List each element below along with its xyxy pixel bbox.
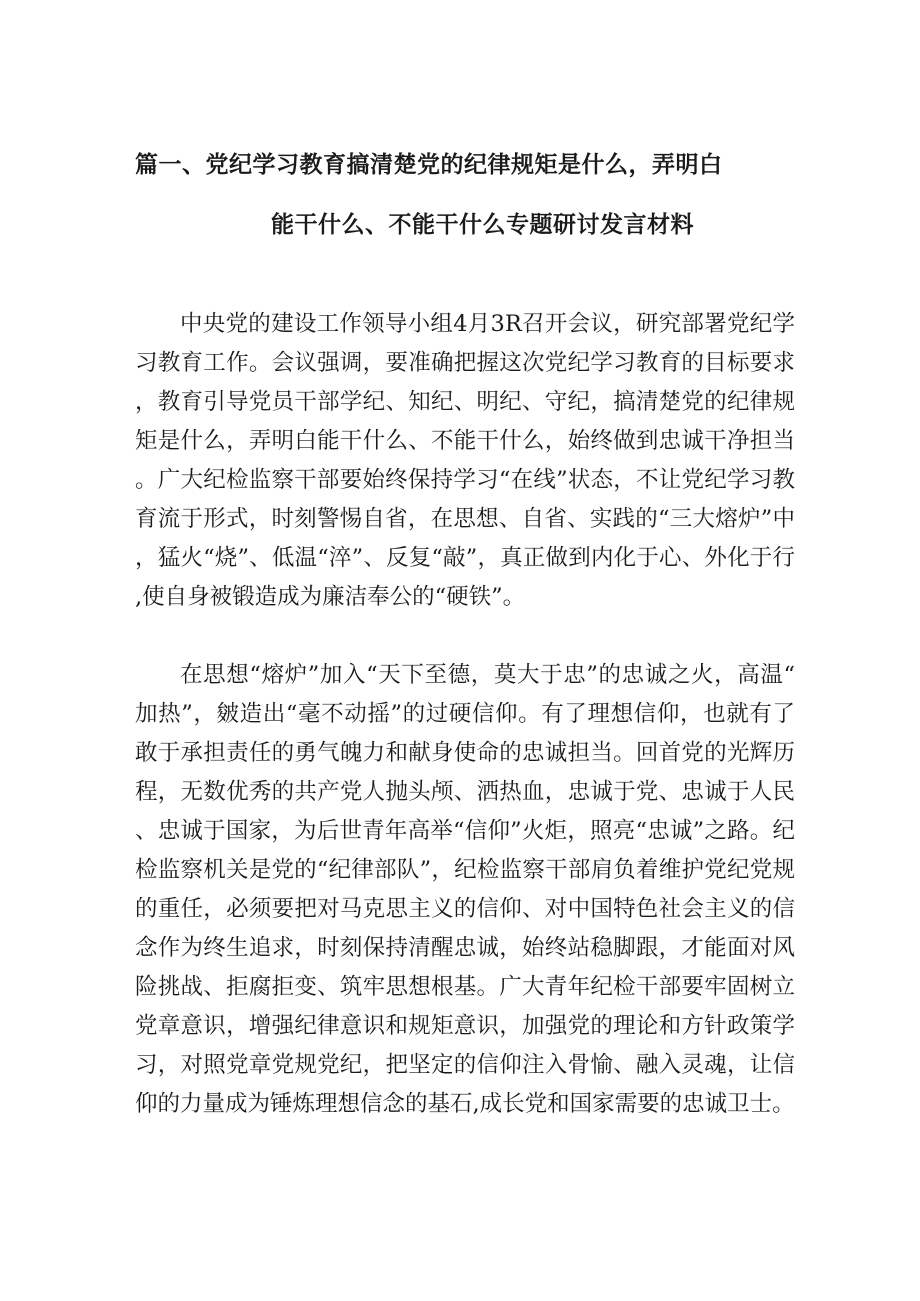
document-title-line-1: 篇一、党纪学习教育搞清楚党的纪律规矩是什么，弄明白 (135, 151, 723, 178)
body-paragraph-2: 在思想“熔炉”加入“天下至德，莫大于忠”的忠诚之火，高温“加热”，皴造出“毫不动摇”的过硬信仰。有了理想信仰，也就有了敢于承担责任的勇气魄力和献身使命的忠诚担当。回首党的光辉历程，无数优秀的共产党人抛头颅、洒热血，忠诚于党、忠诚于人民、忠诚于国家，为后世青年高举“信仰”火炬，照亮“忠诚”之路。纪检监察机关是党的“纪律部队”，纪检监察干部肩负着维护党纪党规的重任，必须要把对马克思主义的信仰、对中国特色社会主义的信念作为终生追求，时刻保持清醒忠诚，始终站稳脚跟，才能面对风险挑战、拒腐拒变、筑牢思想根基。广大青年纪检干部要牢固树立党章意识，增强纪律意识和规矩意识，加强党的理论和方针政策学习，对照党章党规党纪，把坚定的信仰注入骨愉、融入灵魂，让信仰的力量成为锤炼理想信念的基石,成长党和国家需要的忠诚卫士。 (135, 662, 795, 1117)
document-title-line-2: 能干什么、不能干什么专题研讨发言材料 (271, 211, 694, 238)
body-paragraph-1: 中央党的建设工作领导小组4月3R召开会议，研究部署党纪学习教育工作。会议强调，要准确把握这次党纪学习教育的目标要求，教育引导党员干部学纪、知纪、明纪、守纪，搞清楚党的纪律规矩是什么，弄明白能干什么、不能干什么，始终做到忠诚干净担当。广大纪检监察干部要始终保持学习“在线”状态，不让党纪学习教育流于形式，时刻警惕自省，在思想、自省、实践的“三大熔炉”中，猛火“烧”、低温“淬”、反复“敲”，真正做到内化于心、外化于行,使自身被锻造成为廉洁奉公的“硬铁”。 (135, 311, 795, 610)
